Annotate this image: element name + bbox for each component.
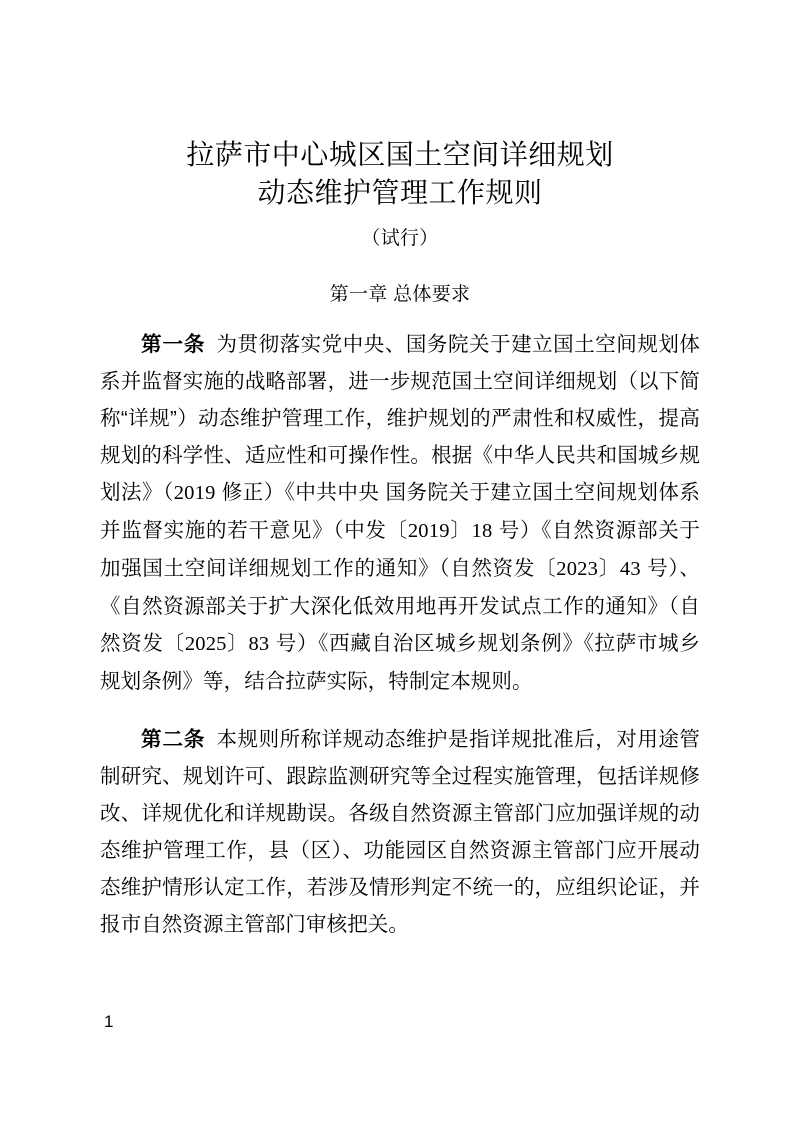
chapter-heading: 第一章 总体要求 [329, 284, 471, 305]
article-text-1: 为贯彻落实党中央、国务院关于建立国土空间规划体系并监督实施的战略部署，进一步规范国土空间详细规划（以下简称“详规”）动态维护管理工作，维护规划的严肃性和权威性，提高规划的科学性、适应性和可操作性。根据《中华人民共和国城乡规划法》（2019 修正）《中共中央 国务院关于建立国土空间规划体系并监督实施的若干意见》（中发〔2019〕18 号）《自然资源部关于加强国土空间详细规划工作的通知》（自然资发〔2023〕43 号）、《自然资源部关于扩大深化低效用地再开发试点工作的通知》（自然资发〔2025〕83 号）《西藏自治区城乡规划条例》《拉萨市城乡规划条例》等，结合拉萨实际，特制定本规则。 [100, 333, 701, 693]
article-label-1: 第一条 [141, 333, 206, 356]
article-paragraph-1 [100, 326, 700, 700]
document-title-line-1: 拉萨市中心城区国土空间详细规划 [186, 139, 614, 170]
document-subtitle: （试行） [361, 228, 439, 249]
document-body [100, 0, 700, 963]
article-paragraph-2 [100, 721, 700, 943]
article-text-2: 本规则所称详规动态维护是指详规批准后，对用途管制研究、规划许可、跟踪监测研究等全过程实施管理，包括详规修改、详规优化和详规勘误。各级自然资源主管部门应加强详规的动态维护管理工作，县（区）、功能园区自然资源主管部门应开展动态维护情形认定工作，若涉及情形判定不统一的，应组织论证，并报市自然资源主管部门审核把关。 [100, 727, 700, 936]
article-label-2: 第二条 [141, 727, 206, 751]
document-title-block [100, 0, 700, 256]
page-number: 1 [104, 1012, 114, 1031]
document-title-line-2: 动态维护管理工作规则 [257, 177, 543, 208]
